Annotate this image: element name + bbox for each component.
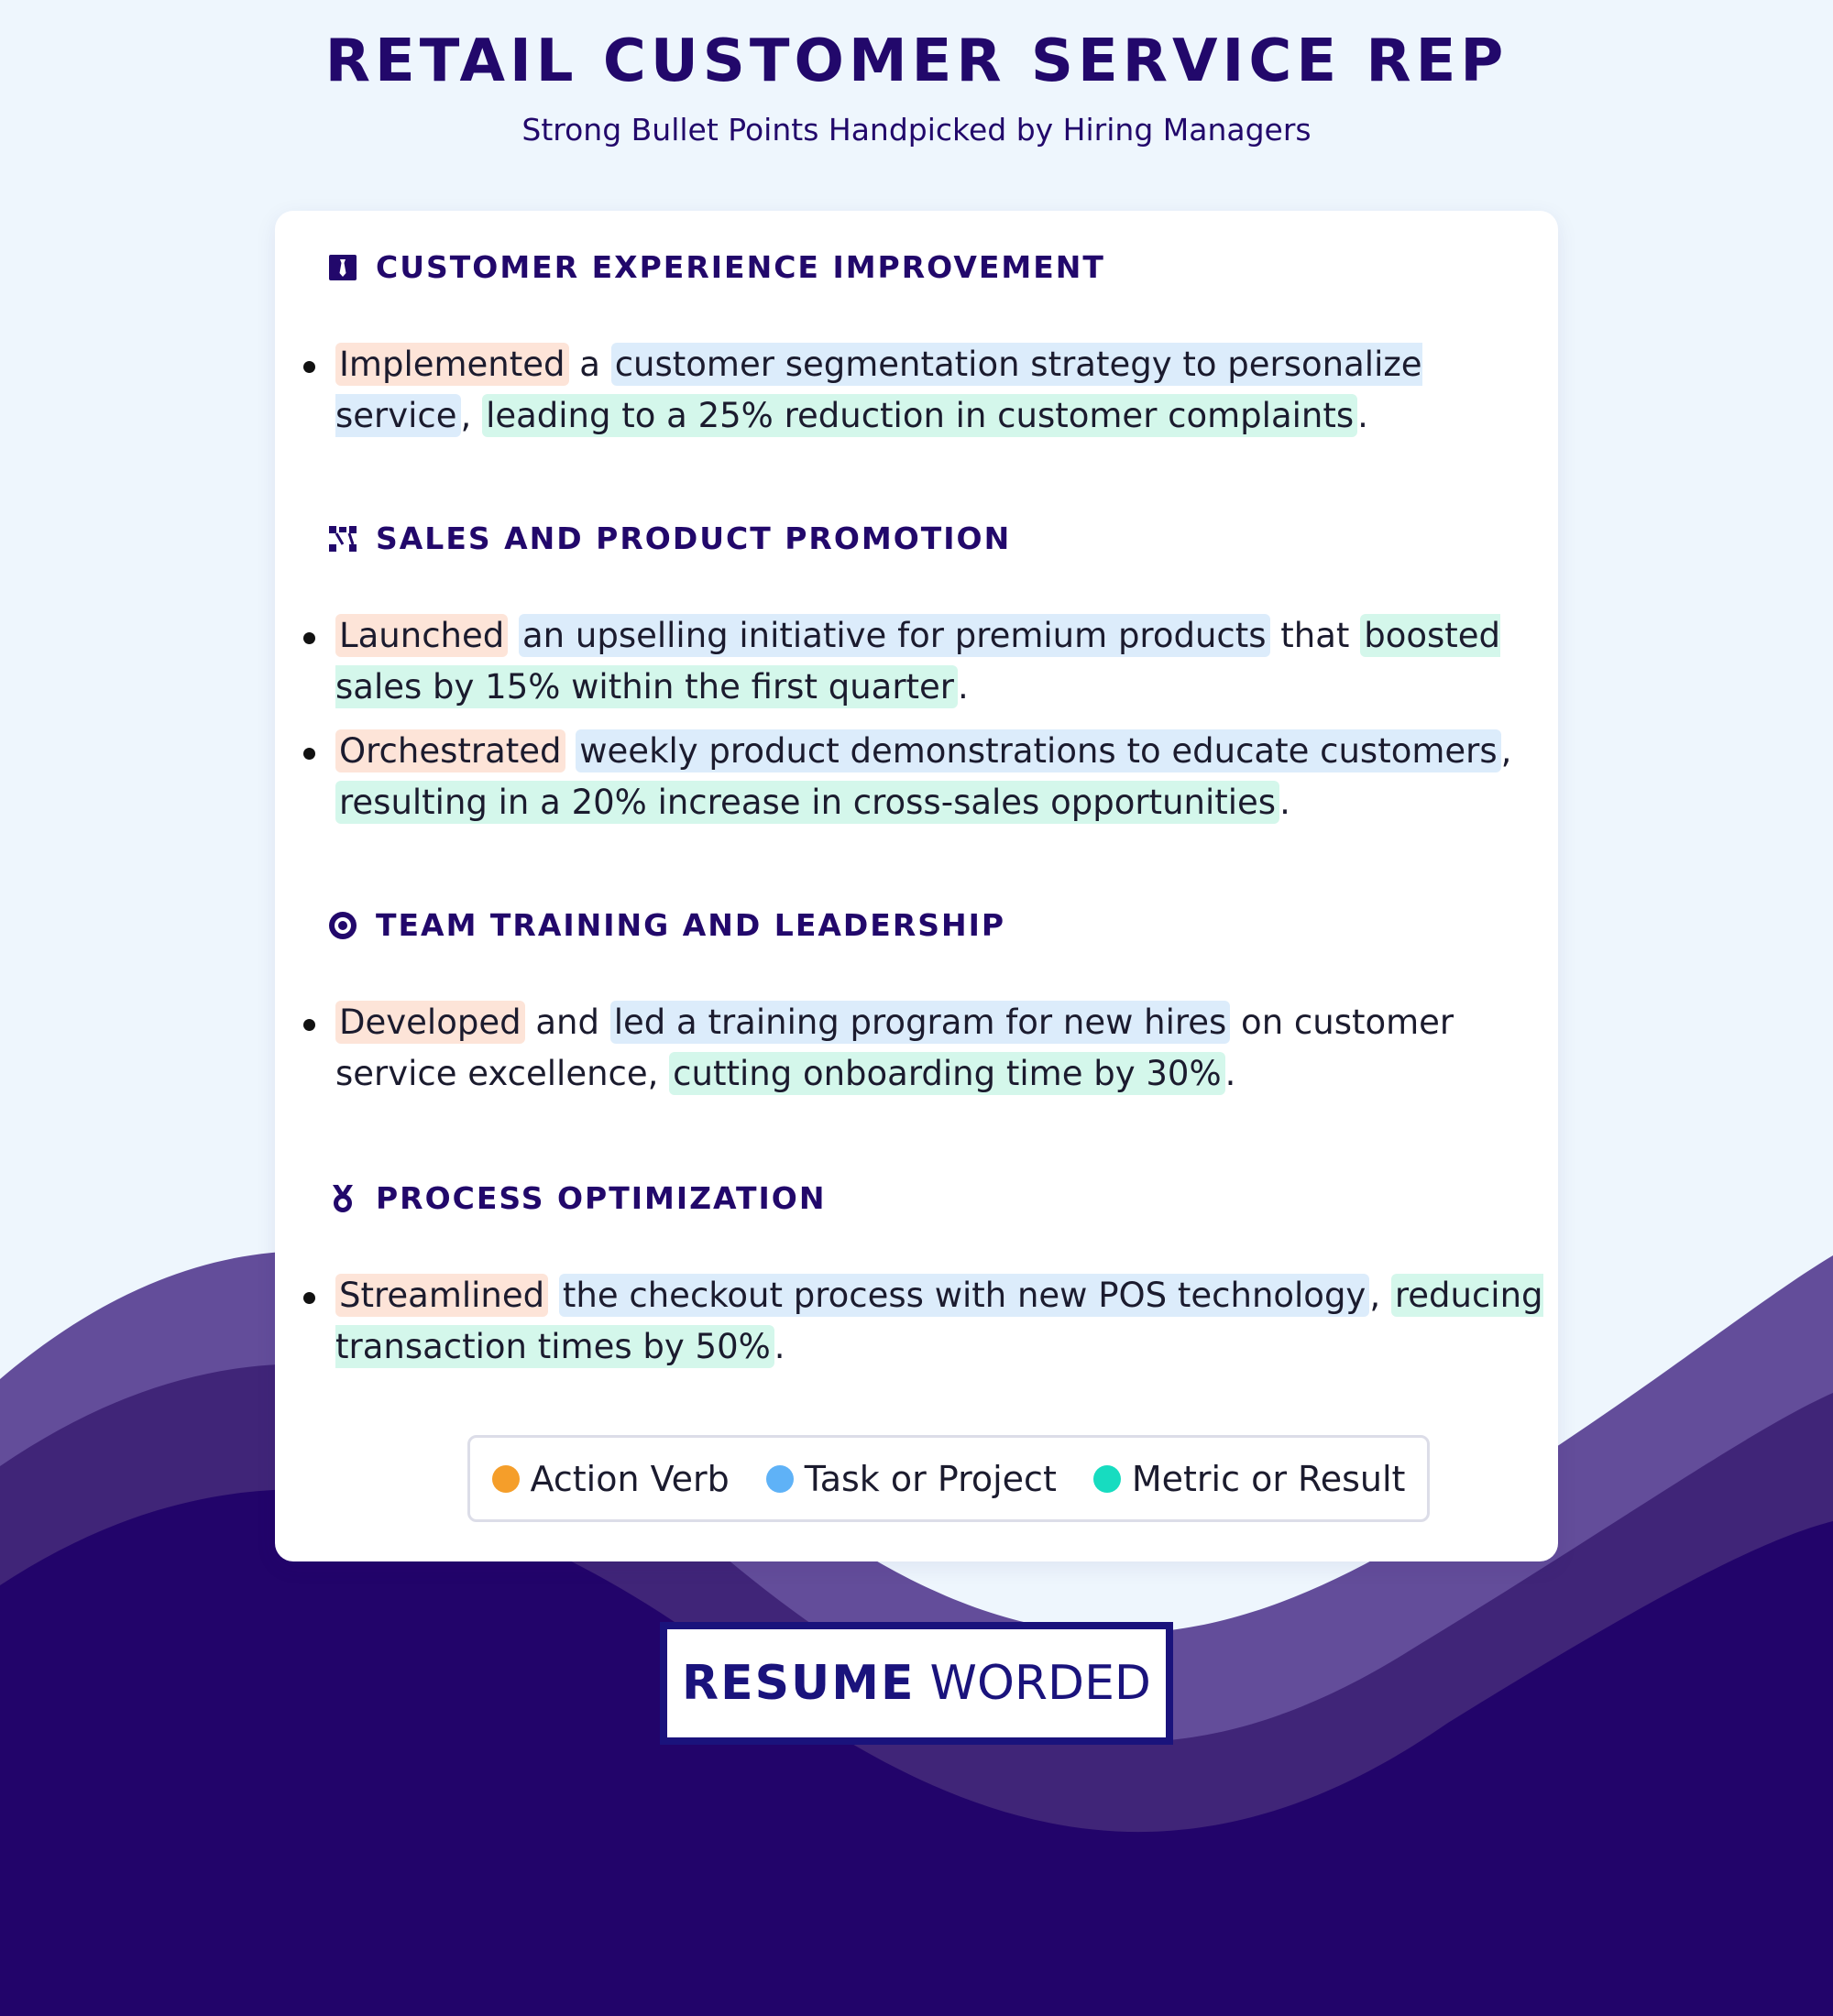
legend-item-action-verb — [492, 1459, 730, 1499]
bullet-item — [298, 339, 1544, 442]
action-verb-dot-icon — [492, 1465, 520, 1493]
action-verb: Orchestrated — [335, 729, 565, 772]
bullet-points-card — [275, 211, 1558, 1561]
connector-text: , — [460, 396, 483, 435]
connector-text: a — [568, 345, 611, 384]
connector-text: and — [524, 1003, 610, 1042]
section-heading-customer-experience — [328, 249, 1105, 285]
task-text: an upselling initiative for premium products — [519, 614, 1270, 657]
action-verb: Developed — [335, 1001, 525, 1044]
section-heading-team-training — [328, 907, 1005, 943]
bullet-item — [298, 726, 1544, 828]
logo-light-text: WORDED — [929, 1656, 1151, 1711]
section-heading-sales-promotion — [328, 520, 1011, 556]
task-text: customer segmentation strategy to personalize service — [335, 345, 1422, 435]
metric-text: resulting in a 20% increase in cross-sales opportunities — [335, 781, 1279, 824]
page-title: RETAIL CUSTOMER SERVICE REP — [324, 27, 1509, 95]
connector-text: . — [958, 667, 969, 707]
target-icon — [328, 911, 357, 940]
task-text: led a training program for new hires — [610, 1001, 1231, 1044]
connector-text: . — [1224, 1054, 1236, 1093]
logo-bold-text: RESUME — [682, 1656, 916, 1711]
connector-text: that — [1269, 616, 1361, 655]
connector-text — [565, 731, 576, 771]
legend-label: Metric or Result — [1131, 1458, 1406, 1499]
metric-text: leading to a 25% reduction in customer complaints — [482, 394, 1357, 437]
section-title: SALES AND PRODUCT PROMOTION — [376, 520, 1012, 556]
metric-text: cutting onboarding time by 30% — [669, 1052, 1224, 1095]
action-verb: Implemented — [335, 343, 569, 386]
section-title: CUSTOMER EXPERIENCE IMPROVEMENT — [376, 249, 1105, 285]
resume-worded-logo[interactable] — [660, 1622, 1173, 1745]
task-text: weekly product demonstrations to educate customers — [576, 729, 1500, 772]
action-verb: Streamlined — [335, 1274, 548, 1317]
bullet-item — [298, 610, 1544, 713]
connector-text: . — [774, 1327, 785, 1366]
metric-text: boosted sales by 15% within the first quarter — [335, 616, 1500, 707]
legend-label: Task or Project — [804, 1458, 1057, 1499]
task-text: the checkout process with new POS technology — [559, 1274, 1369, 1317]
connector-text — [548, 1276, 559, 1315]
connector-text: . — [1279, 783, 1290, 822]
connector-text: on customer service excellence, — [335, 1003, 1454, 1093]
legend-label: Action Verb — [530, 1458, 730, 1499]
section-title: PROCESS OPTIMIZATION — [376, 1180, 827, 1216]
medal-icon — [328, 1184, 357, 1213]
metric-text: reducing transaction times by 50% — [335, 1276, 1543, 1366]
connector-text — [508, 616, 519, 655]
nodes-icon — [328, 524, 357, 553]
connector-text: , — [1500, 731, 1512, 771]
metric-dot-icon — [1093, 1465, 1121, 1493]
legend-item-task-or-project — [766, 1459, 1057, 1499]
page-subtitle: Strong Bullet Points Handpicked by Hiring Managers — [521, 112, 1312, 148]
section-title: TEAM TRAINING AND LEADERSHIP — [376, 907, 1006, 943]
legend-item-metric-or-result — [1093, 1459, 1406, 1499]
task-dot-icon — [766, 1465, 794, 1493]
highlight-legend — [467, 1435, 1430, 1522]
bullet-item — [298, 997, 1544, 1100]
action-verb: Launched — [335, 614, 508, 657]
section-heading-process-optimization — [328, 1180, 826, 1216]
bullet-item — [298, 1270, 1544, 1373]
tie-icon — [328, 253, 357, 282]
connector-text: . — [1357, 396, 1368, 435]
connector-text: , — [1369, 1276, 1391, 1315]
